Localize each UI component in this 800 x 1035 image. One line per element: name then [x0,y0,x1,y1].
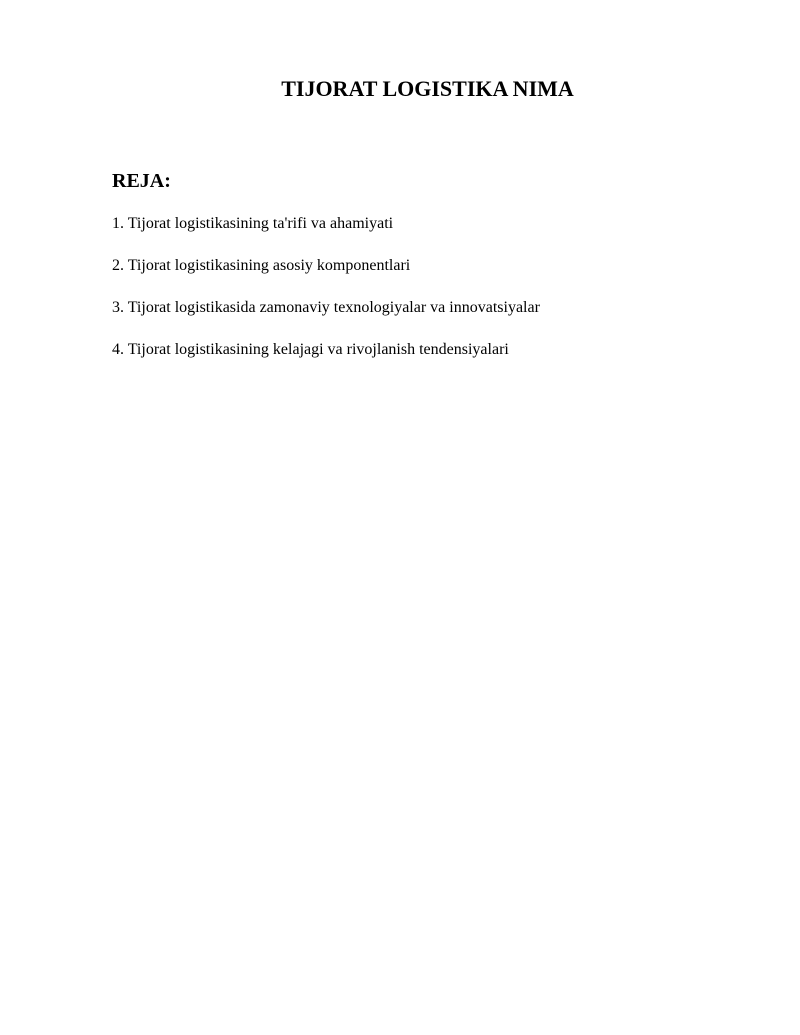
plan-item-2: 2. Tijorat logistikasining asosiy komponentlari [112,257,411,274]
plan-heading: REJA: [112,170,171,192]
document-title: TIJORAT LOGISTIKA NIMA [281,76,574,101]
plan-list [112,213,540,381]
plan-item-1: 1. Tijorat logistikasining ta'rifi va ahamiyati [112,215,394,232]
plan-item-3: 3. Tijorat logistikasida zamonaviy texnologiyalar va innovatsiyalar [112,299,540,316]
plan-item-4: 4. Tijorat logistikasining kelajagi va rivojlanish tendensiyalari [112,341,509,358]
